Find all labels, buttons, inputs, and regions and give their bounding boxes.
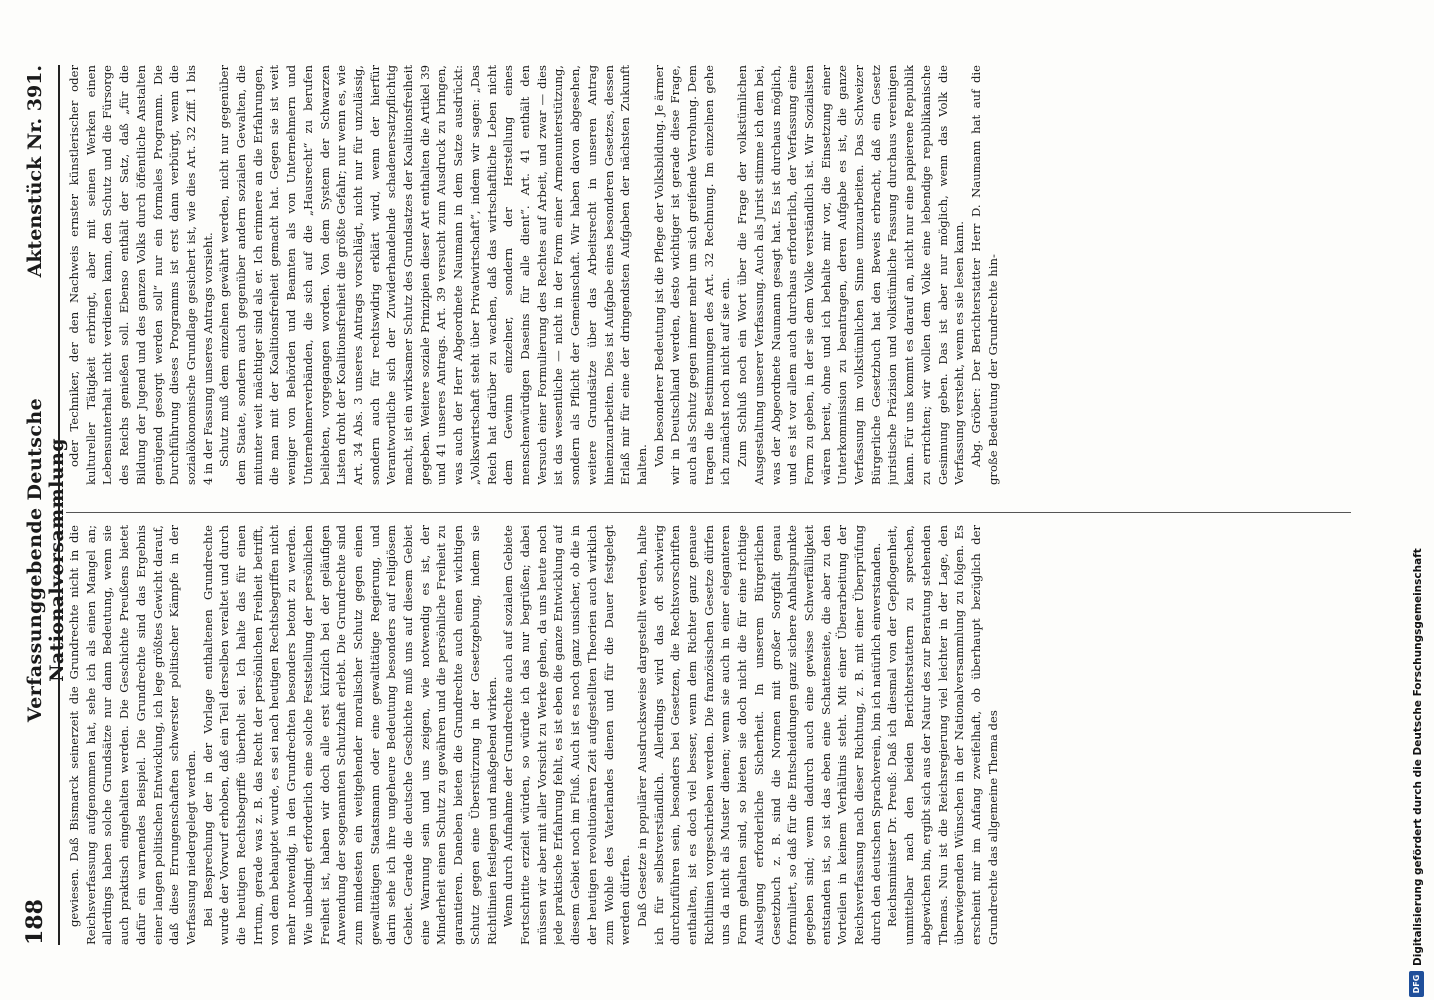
paragraph: Wenn durch Aufnahme der Grundrechte auch auf sozialem Gebiete Fortschritte erzielt würden, so würde ich das nur begrüßen; dabei müssen wir aber mit aller Vorsicht zu Werke gehen, da uns heute noch jede praktische Erfahrung fehlt, es ist eben die ganze Entwicklung auf diesem Gebiet noch im Fluß. Auch ist es noch ganz unsicher, ob die in der heutigen revolutionären Zeit aufgestellten Theorien auch wirklich zum Wohle des Vaterlandes dienen und für die Dauer festgelegt werden dürfen.: [501, 525, 633, 945]
header-rule: [58, 65, 60, 945]
digitization-footer: [1410, 0, 1430, 1000]
paragraph: oder Techniker, der den Nachweis ernster künstlerischer oder kultureller Tätigkeit erbringt, aber mit seinen Werken einen Lebensunterhalt nicht verdienen kann, den Schutz und die Fürsorge des Reichs genießen soll. Ebenso enthält der Satz, daß „für die Bildung der Jugend und des ganzen Volks durch öffentliche Anstalten genügend gesorgt werden soll“ nur ein formales Programm. Die Durchführung dieses Programms ist erst dann verbürgt, wenn die sozialökonomische Grundlage gesichert ist, wie dies Art. 32 Ziff. 1 bis 4 in der Fassung unseres Antrags vorsieht.: [67, 65, 215, 485]
page-title: Verfassunggebende Deutsche Nationalversammlung: [24, 397, 68, 723]
column-divider: [66, 512, 1351, 513]
page-number: 188: [22, 899, 48, 945]
paragraph: Zum Schluß noch ein Wort über die Frage der volkstümlichen Ausgestaltung unserer Verfassung. Auch als Jurist stimme ich dem bei, was der Abgeordnete Naumann gesagt hat. Es ist durchaus möglich, und es ist vor allem auch durchaus erforderlich, der Verfassung eine Form zu geben, in der sie dem Volke verständlich ist. Wir Sozialisten wären bereit, ohne und ich behalte mir vor, die Einsetzung einer Unterkommission zu beantragen, deren Aufgabe es ist, die ganze Verfassung im volkstümlichen Sinne umzuarbeiten. Das Schweizer Bürgerliche Gesetzbuch hat den Beweis erbracht, daß ein Gesetz juristische Präzision und volkstümliche Fassung durchaus vereinigen kann. Für uns kommt es darauf an, nicht nur eine papierene Republik zu errichten; wir wollen dem Volke eine lebendige republikanische Gesinnung geben. Das ist aber nur möglich, wenn das Volk die Verfassung versteht, wenn es sie lesen kann.: [735, 65, 967, 485]
paragraph: Bei Besprechung der in der Vorlage enthaltenen Grundrechte wurde der Vorwurf erhoben, daß ein Teil derselben veraltet und durch die heutigen Rechtsbegriffe überholt sei. Ich halte das für einen Irrtum, gerade was z. B. das Recht der persönlichen Freiheit betrifft, von dem behauptet wurde, es sei nach heutigen Rechtsbegriffen nicht mehr notwendig, in den Grundrechten besonders betont zu werden. Wie unbedingt erforderlich eine solche Feststellung der persönlichen Freiheit ist, haben wir doch alle erst kürzlich bei der geläufigen Anwendung der sogenannten Schutzhaft erlebt. Die Grundrechte sind zum mindesten ein weitgehender moralischer Schutz gegen einen gewalttätigen Staatsmann oder eine gewalttätige Regierung, und darin sehe ich ihre ungeheure Bedeutung besonders auf religiösem Gebiet. Gerade die deutsche Geschichte muß uns auf diesem Gebiet eine Warnung sein und uns zeigen, wie notwendig es ist, der Minderheit einen Schutz zu gewähren und die persönliche Freiheit zu garantieren. Daneben bieten die Grundrechte auch einen wichtigen Schutz gegen eine Überstürzung in der Gesetzgebung, indem sie Richtlinien festlegen und maßgebend wirken.: [200, 525, 499, 945]
paragraph: Reichsminister Dr. Preuß: Daß ich diesmal von der Gepflogenheit, unmittelbar nach den beiden Berichterstattern zu sprechen, abgewichen bin, ergibt sich aus der Natur des zur Beratung stehenden Themas. Nun ist die Reichsregierung viel leichter in der Lage, den überwiegenden Wünschen in der Nationalversammlung zu folgen. Es erscheint mir im Anfang zweifelhaft, ob überhaupt bezüglich der Grundrechte das allgemeine Thema des: [885, 525, 1000, 945]
page-header: [22, 65, 68, 945]
paragraph: Von besonderer Bedeutung ist die Pflege der Volksbildung. Je ärmer wir in Deutschland werden, desto wichtiger ist gerade diese Frage, auch als Schutz gegen immer mehr um sich greifende Verrohung. Dem tragen die Bestimmungen des Art. 32 Rechnung. Im einzelnen gehe ich zunächst noch nicht auf sie ein.: [651, 65, 733, 485]
paragraph: gewiesen. Daß Bismarck seinerzeit die Grundrechte nicht in die Reichsverfassung aufgenommen hat, sehe ich als einen Mangel an; allerdings haben solche Grundsätze nur dann Bedeutung, wenn sie auch praktisch eingehalten werden. Die Geschichte Preußens bietet dafür ein warnendes Beispiel. Die Grundrechte sind das Ergebnis einer langen politischen Entwicklung, ich lege größtes Gewicht darauf, daß diese Errungenschaften schwerster politischer Kämpfe in der Verfassung niedergelegt werden.: [67, 525, 198, 945]
digitization-credit: Digitalisierung gefördert durch die Deutsche Forschungsgemeinschaft: [1412, 548, 1424, 966]
text-column-left: [66, 525, 1356, 945]
text-column-right: [66, 65, 1356, 485]
dfg-logo-icon: DFG: [1409, 971, 1424, 997]
document-reference: Aktenstück Nr. 391.: [24, 65, 46, 278]
paragraph: Abg. Gröber: Der Berichterstatter Herr D. Naumann hat auf die große Bedeutung der Grundrechte hin-: [968, 65, 1000, 485]
paragraph: Daß Gesetze in populärer Ausdrucksweise dargestellt werden, halte ich für selbstverständlich. Allerdings wird das oft schwierig durchzuführen sein, besonders bei Gesetzen, die Rechtsvorschriften enthalten, ist es doch viel besser, wenn dem Richter ganz genaue Richtlinien vorgeschrieben werden. Die französischen Gesetze dürfen uns da nicht als Muster dienen; wenn sie auch in einer eleganteren Form gehalten sind, so bieten sie doch nicht die für eine richtige Auslegung erforderliche Sicherheit. In unserem Bürgerlichen Gesetzbuch z. B. sind die Normen mit großer Sorgfalt genau formuliert, so daß für die Entscheidungen ganz sichere Anhaltspunkte gegeben sind; wenn dadurch auch eine gewisse Schwerfälligkeit entstanden ist, so ist das eben eine Schattenseite, die aber zu den Vorteilen in keinem Verhältnis steht. Mit einer Überarbeitung der Reichsverfassung nach dieser Richtung, z. B. mit einer Überprüfung durch den deutschen Sprachverein, bin ich natürlich einverstanden.: [634, 525, 883, 945]
paragraph: Schutz muß dem einzelnen gewährt werden, nicht nur gegenüber dem Staate, sondern auch gegenüber andern sozialen Gewalten, die mitunter weit mächtiger sind als er. Ich erinnere an die Erfahrungen, die man mit der Koalitionsfreiheit gemacht hat. Gegen sie ist weit weniger von Behörden und Beamten als von Unternehmern und Unternehmerverbänden, die sich auf die „Hausrecht“ zu berufen beliebten, vorgegangen worden. Von dem System der Schwarzen Listen droht der Koalitionsfreiheit die größte Gefahr; nur wenn es, wie Art. 34 Abs. 3 unseres Antrags vorschlägt, nicht nur für unzulässig, sondern auch für rechtswidrig erklärt wird, wenn der hierfür Verantwortliche sich der Zuwiderhandelnde schadenersatzpflichtig macht, ist ein wirksamer Schutz des Grundsatzes der Koalitionsfreiheit gegeben. Weitere soziale Prinzipien dieser Art enthalten die Artikel 39 und 41 unseres Antrags. Art. 39 versucht zum Ausdruck zu bringen, was auch der Herr Abgeordnete Naumann in dem Satze ausdrückt: „Volkswirtschaft steht über Privatwirtschaft“, indem wir sagen: „Das Reich hat darüber zu wachen, daß das wirtschaftliche Leben nicht dem Gewinn einzelner, sondern der Herstellung eines menschenwürdigen Daseins für alle dient“. Art. 41 enthält den Versuch einer Formulierung des Rechtes auf Arbeit, und zwar — dies ist das wesentliche — nicht in der Form einer Armenunterstützung, sondern als Pflicht der Gemeinschaft. Wir haben davon abgesehen, weitere Grundsätze über das Arbeitsrecht in unseren Antrag hineinzuarbeiten. Dies ist Aufgabe eines besonderen Gesetzes, dessen Erlaß mir für eine der dringendsten Aufgaben der nächsten Zukunft halten.: [217, 65, 649, 485]
